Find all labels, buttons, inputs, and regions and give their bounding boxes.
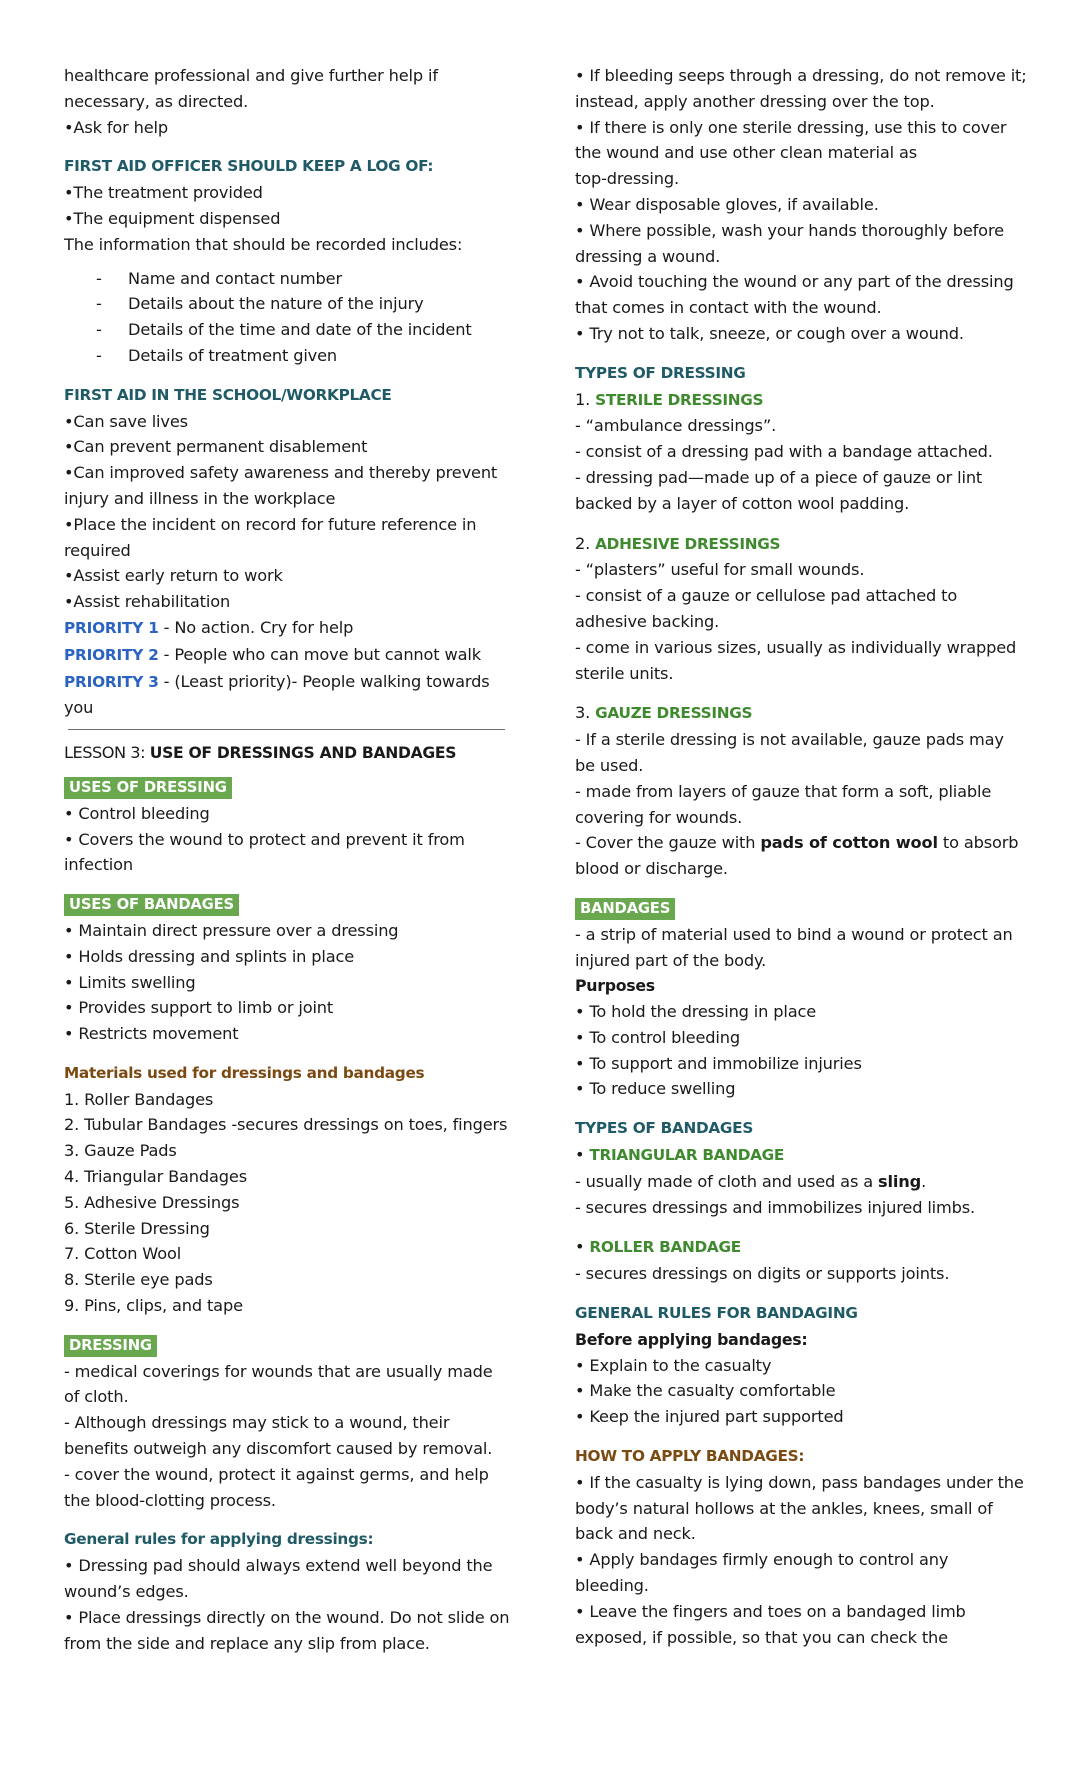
list-item: • Limits swelling: [64, 972, 196, 992]
workplace-heading: FIRST AID IN THE SCHOOL/WORKPLACE: [64, 385, 392, 404]
how-to-apply-section: [575, 1444, 1035, 1650]
uses-of-bandages-section: [64, 892, 514, 1047]
list-item-text: Details about the nature of the injury: [128, 294, 424, 314]
text-line: necessary, as directed.: [64, 91, 249, 111]
text-line: • Apply bandages firmly enough to control any: [575, 1550, 949, 1570]
text-line: •Can save lives: [64, 411, 188, 431]
list-item-text: Details of treatment given: [128, 345, 338, 365]
materials-heading: Materials used for dressings and bandages: [64, 1063, 425, 1082]
list-item: infection: [64, 855, 133, 875]
list-item: •The treatment provided: [64, 183, 263, 203]
text-line: - “ambulance dressings”.: [575, 416, 777, 436]
text-line: injury and illness in the workplace: [64, 488, 336, 508]
priority-label: PRIORITY 2: [64, 645, 159, 664]
list-item: • Explain to the casualty: [575, 1355, 772, 1375]
text-line: healthcare professional and give further help if: [64, 66, 438, 85]
emphasis-text: sling: [878, 1171, 922, 1191]
text-line: • If there is only one sterile dressing, use this to cover: [575, 117, 1007, 137]
item-number: 3.: [575, 703, 596, 723]
list-item: 6. Sterile Dressing: [64, 1218, 210, 1238]
priority-text: - (Least priority)- People walking towards: [158, 671, 490, 691]
text-line: •Place the incident on record for future reference in: [64, 514, 477, 534]
purposes-label: Purposes: [575, 976, 655, 996]
list-item: 2. Tubular Bandages -secures dressings on toes, fingers: [64, 1115, 508, 1135]
list-item: 1. Roller Bandages: [64, 1089, 214, 1109]
list-item: 9. Pins, clips, and tape: [64, 1296, 243, 1316]
text-line: - Although dressings may stick to a wound, their: [64, 1413, 450, 1433]
log-section: [64, 154, 514, 368]
uses-of-bandages-badge: USES OF BANDAGES: [64, 894, 239, 916]
section-divider: [68, 729, 505, 730]
list-item: [96, 343, 514, 369]
text-line: - dressing pad—made up of a piece of gauze or lint: [575, 467, 983, 487]
text-line: [575, 830, 1035, 856]
text-line: instead, apply another dressing over the top.: [575, 91, 935, 111]
text-line: from the side and replace any slip from place.: [64, 1633, 430, 1653]
dressing-badge: DRESSING: [64, 1335, 157, 1357]
roller-bandage-title: [575, 1234, 1035, 1261]
gauze-dressings-title: [575, 700, 1035, 727]
list-item: • To reduce swelling: [575, 1079, 736, 1099]
general-rules-dressing-heading: General rules for applying dressings:: [64, 1530, 374, 1549]
list-item: • Holds dressing and splints in place: [64, 946, 355, 966]
text-line: •Ask for help: [64, 117, 169, 137]
intro-section: [64, 63, 514, 140]
priority-2: [64, 642, 514, 669]
text-line: • Avoid touching the wound or any part of the dressing: [575, 272, 1014, 292]
triangular-bandage-title: [575, 1142, 1035, 1169]
text-line: - come in various sizes, usually as individually wrapped: [575, 637, 1017, 657]
log-heading: FIRST AID OFFICER SHOULD KEEP A LOG OF:: [64, 157, 434, 176]
text-line: body’s natural hollows at the ankles, knees, small of: [575, 1498, 993, 1518]
text-line: backed by a layer of cotton wool padding.: [575, 493, 910, 513]
text-line: back and neck.: [575, 1524, 696, 1544]
emphasis-text: pads of cotton wool: [760, 833, 938, 853]
text-fragment: - Cover the gauze with: [575, 833, 761, 853]
list-item: • Maintain direct pressure over a dressing: [64, 920, 399, 940]
workplace-section: [64, 383, 514, 721]
text-line: - medical coverings for wounds that are usually made: [64, 1361, 493, 1381]
text-line: adhesive backing.: [575, 611, 720, 631]
list-item: 4. Triangular Bandages: [64, 1167, 248, 1187]
right-column: [575, 63, 1035, 1650]
text-line: - made from layers of gauze that form a soft, pliable: [575, 781, 992, 801]
text-fragment: .: [921, 1171, 927, 1191]
text-line: • Wear disposable gloves, if available.: [575, 194, 879, 214]
dash-marker: -: [96, 294, 102, 314]
text-line: injured part of the body.: [575, 950, 767, 970]
subheading: TRIANGULAR BANDAGE: [589, 1146, 785, 1165]
list-item: 8. Sterile eye pads: [64, 1270, 213, 1290]
list-item: • Provides support to limb or joint: [64, 998, 334, 1018]
text-line: - secures dressings on digits or supports joints.: [575, 1264, 950, 1284]
text-line: • Leave the fingers and toes on a bandaged limb: [575, 1601, 966, 1621]
list-item: [96, 291, 514, 317]
text-line: the wound and use other clean material as: [575, 143, 918, 163]
dressing-section: [64, 1333, 514, 1514]
priority-1: [64, 615, 514, 642]
bullet: •: [575, 1237, 590, 1257]
text-line: the blood-clotting process.: [64, 1490, 276, 1510]
text-line: be used.: [575, 755, 644, 775]
list-item: • To support and immobilize injuries: [575, 1053, 862, 1073]
list-item-text: Details of the time and date of the incident: [128, 320, 472, 340]
subheading: STERILE DRESSINGS: [595, 390, 764, 409]
recorded-details-list: [64, 266, 514, 369]
text-line: - consist of a dressing pad with a bandage attached.: [575, 442, 993, 462]
lesson-number: LESSON 3:: [64, 743, 150, 763]
text-line: •Can prevent permanent disablement: [64, 437, 368, 457]
types-of-bandages-heading: TYPES OF BANDAGES: [575, 1119, 754, 1138]
text-line: [575, 1169, 1035, 1195]
types-of-bandages-section: [575, 1116, 1035, 1287]
text-line: of cloth.: [64, 1387, 129, 1407]
text-line: - consist of a gauze or cellulose pad attached to: [575, 586, 958, 606]
list-item: • Control bleeding: [64, 803, 210, 823]
priority-text: - People who can move but cannot walk: [158, 644, 481, 664]
text-line: - a strip of material used to bind a wound or protect an: [575, 924, 1013, 944]
recorded-intro: The information that should be recorded includes:: [64, 234, 463, 254]
priority-label: PRIORITY 1: [64, 618, 159, 637]
adhesive-dressings-title: [575, 531, 1035, 558]
sterile-dressings-title: [575, 387, 1035, 414]
text-line: bleeding.: [575, 1576, 649, 1596]
subheading: GAUZE DRESSINGS: [595, 704, 753, 723]
dash-marker: -: [96, 320, 102, 340]
item-number: 2.: [575, 533, 596, 553]
text-line: • Dressing pad should always extend well beyond the: [64, 1556, 493, 1576]
text-line: you: [64, 698, 94, 718]
list-item: • Restricts movement: [64, 1024, 239, 1044]
dash-marker: -: [96, 345, 102, 365]
lesson-title: [64, 740, 514, 767]
materials-section: [64, 1061, 514, 1319]
text-line: • If the casualty is lying down, pass bandages under the: [575, 1472, 1024, 1492]
text-line: • If bleeding seeps through a dressing, do not remove it;: [575, 66, 1027, 85]
text-line: - cover the wound, protect it against germs, and help: [64, 1464, 489, 1484]
list-item: • To control bleeding: [575, 1027, 740, 1047]
text-fragment: - usually made of cloth and used as a: [575, 1171, 878, 1191]
list-item: •The equipment dispensed: [64, 208, 281, 228]
list-item: • Covers the wound to protect and prevent it from: [64, 829, 465, 849]
before-applying-label: Before applying bandages:: [575, 1329, 808, 1349]
types-of-dressing-section: [575, 361, 1035, 882]
subheading: ROLLER BANDAGE: [589, 1238, 741, 1257]
list-item: • Make the casualty comfortable: [575, 1381, 836, 1401]
list-item: • To hold the dressing in place: [575, 1002, 817, 1022]
text-line: •Assist rehabilitation: [64, 592, 231, 612]
text-line: exposed, if possible, so that you can check the: [575, 1627, 948, 1647]
text-line: that comes in contact with the wound.: [575, 298, 882, 318]
uses-of-dressing-badge: USES OF DRESSING: [64, 777, 232, 799]
list-item: 3. Gauze Pads: [64, 1141, 177, 1161]
how-to-apply-heading: HOW TO APPLY BANDAGES:: [575, 1447, 805, 1466]
priority-label: PRIORITY 3: [64, 672, 159, 691]
text-line: • Where possible, wash your hands thoroughly before: [575, 220, 1004, 240]
text-line: - If a sterile dressing is not available, gauze pads may: [575, 730, 1004, 750]
types-of-dressing-heading: TYPES OF DRESSING: [575, 363, 746, 382]
priority-3: [64, 669, 514, 696]
text-line: covering for wounds.: [575, 807, 743, 827]
bandages-section: [575, 896, 1035, 1102]
text-line: • Place dressings directly on the wound. Do not slide on: [64, 1607, 510, 1627]
item-number: 1.: [575, 389, 596, 409]
text-line: benefits outweigh any discomfort caused by removal.: [64, 1439, 493, 1459]
bandages-badge: BANDAGES: [575, 898, 675, 920]
text-line: sterile units.: [575, 663, 674, 683]
priority-text: - No action. Cry for help: [158, 617, 354, 637]
text-line: required: [64, 540, 131, 560]
general-rules-bandaging-heading: GENERAL RULES FOR BANDAGING: [575, 1304, 858, 1323]
list-item: [96, 317, 514, 343]
text-line: dressing a wound.: [575, 246, 721, 266]
text-line: • Try not to talk, sneeze, or cough over a wound.: [575, 323, 964, 343]
text-line: •Can improved safety awareness and thereby prevent: [64, 463, 498, 483]
general-rules-bandaging-section: [575, 1301, 1035, 1430]
list-item: • Keep the injured part supported: [575, 1407, 844, 1427]
dash-marker: -: [96, 268, 102, 288]
dressing-rules-continued: [575, 63, 1035, 347]
list-item: [96, 266, 514, 292]
text-line: top-dressing.: [575, 169, 679, 189]
list-item-text: Name and contact number: [128, 268, 342, 288]
left-column: [64, 63, 514, 1656]
text-line: •Assist early return to work: [64, 566, 283, 586]
text-fragment: to absorb: [937, 833, 1019, 853]
bullet: •: [575, 1145, 590, 1165]
list-item: 5. Adhesive Dressings: [64, 1192, 240, 1212]
text-line: wound’s edges.: [64, 1582, 189, 1602]
lesson-name: USE OF DRESSINGS AND BANDAGES: [149, 744, 457, 763]
subheading: ADHESIVE DRESSINGS: [595, 534, 781, 553]
uses-of-dressing-section: [64, 775, 514, 878]
text-line: blood or discharge.: [575, 859, 728, 879]
general-rules-dressing-section: [64, 1527, 514, 1656]
text-line: - “plasters” useful for small wounds.: [575, 560, 865, 580]
list-item: 7. Cotton Wool: [64, 1244, 182, 1264]
text-line: - secures dressings and immobilizes injured limbs.: [575, 1197, 976, 1217]
